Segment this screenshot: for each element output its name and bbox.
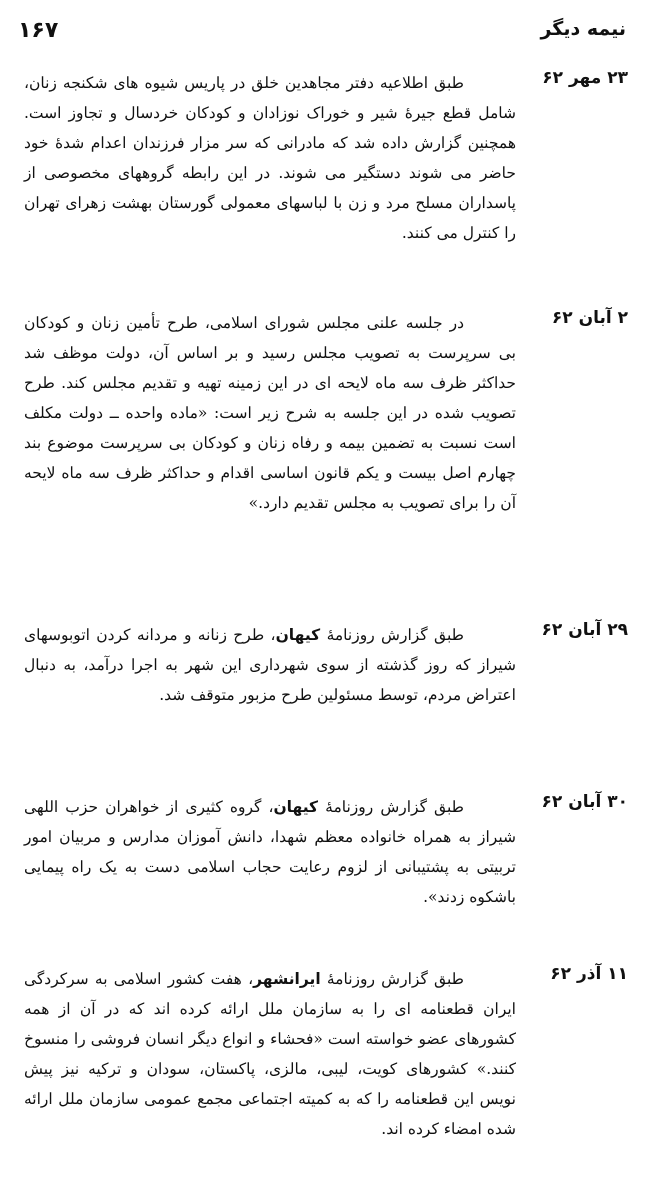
chronology-entry	[24, 964, 628, 1144]
entry-paragraph: در جلسه علنی مجلس شورای اسلامی، طرح تأمین زنان و کودکان بی سرپرست به تصویب مجلس رسید و بر اساس آن، دولت موظف شد حداکثر ظرف سه ماه لایحه ای در این زمینه تهیه و تقدیم مجلس کند. طرح تصویب شده در این جلسه به شرح زیر است: «ماده واحده ــ دولت مکلف است نسبت به تضمین بیمه و رفاه زنان و کودکان بی سرپرست موضوع بند چهارم اصل بیست و یکم قانون اساسی اقدام و حداکثر ظرف سه ماه لایحه آن را برای تصویب به مجلس تقدیم دارد.»	[24, 314, 516, 512]
entry-paragraph	[24, 620, 516, 710]
entry-text-lead: طبق گزارش روزنامهٔ	[320, 626, 464, 644]
entry-text-rest: ، طرح زنانه و مردانه کردن اتوبوسهای شیراز که روز گذشته از سوی شهرداری این شهر به اجرا درآمد، به دنبال اعتراض مردم، توسط مسئولین طرح مزبور متوقف شد.	[24, 626, 516, 704]
entry-text-rest: ، گروه کثیری از خواهران حزب اللهی شیراز به همراه خانواده معظم شهدا، دانش آموزان مدارس و مربیان امور تربیتی به پشتیبانی از لزوم رعایت حجاب اسلامی دست به یک راه پیمایی باشکوه زدند».	[24, 798, 516, 906]
entry-date: ۱۱ آذر ۶۲	[550, 964, 628, 984]
page-number: ۱۶۷	[18, 18, 59, 43]
entry-text	[24, 68, 516, 248]
newspaper-name: کیهان	[275, 626, 321, 644]
entry-text	[24, 620, 516, 710]
entry-text-rest: ، هفت کشور اسلامی به سرکردگی ایران قطعنامه ای را به سازمان ملل ارائه کرده اند که در آن از همه کشورهای عضو خواسته است «فحشاء و انواع دیگر انسان فروشی را منسوخ کنند.» کشورهای کویت، لیبی، مالزی، پاکستان، سودان و ترکیه نیز پیش نویس این قطعنامه را که به کمیته اجتماعی مجمع عمومی سازمان ملل ارائه شده امضاء کرده اند.	[24, 970, 516, 1138]
entry-text-lead: طبق گزارش روزنامهٔ	[318, 798, 464, 816]
entry-text	[24, 792, 516, 912]
newspaper-name: ایرانشهر	[253, 970, 321, 988]
entry-text	[24, 308, 516, 518]
entry-paragraph	[24, 964, 516, 1144]
entry-date: ۳۰ آبان ۶۲	[541, 792, 628, 812]
entry-paragraph	[24, 792, 516, 912]
entry-date: ۲۹ آبان ۶۲	[541, 620, 628, 640]
chronology-entry	[24, 68, 628, 248]
entry-text	[24, 964, 516, 1144]
page-header	[18, 18, 626, 52]
entry-date: ۲ آبان ۶۲	[551, 308, 628, 328]
chronology-entry	[24, 308, 628, 518]
newspaper-name: کیهان	[273, 798, 319, 816]
chronology-entry	[24, 620, 628, 710]
chronology-entry	[24, 792, 628, 912]
running-title: نیمه دیگر	[540, 18, 626, 40]
entry-paragraph: طبق اطلاعیه دفتر مجاهدین خلق در پاریس شیوه های شکنجه زنان، شامل قطع جیرهٔ شیر و خوراک نوزادان و کودکان خردسال و تجاوز است. همچنین گزارش داده شد که مادرانی که سر مزار فرزندان اعدام شدهٔ خود حاضر می شوند دستگیر می شوند. در این رابطه گروههای مخصوصی از پاسداران مسلح مرد و زن با لباسهای معمولی گورستان بهشت زهرای تهران را کنترل می کنند.	[24, 74, 516, 242]
entry-date: ۲۳ مهر ۶۲	[542, 68, 628, 88]
entry-text-lead: طبق گزارش روزنامهٔ	[320, 970, 464, 988]
